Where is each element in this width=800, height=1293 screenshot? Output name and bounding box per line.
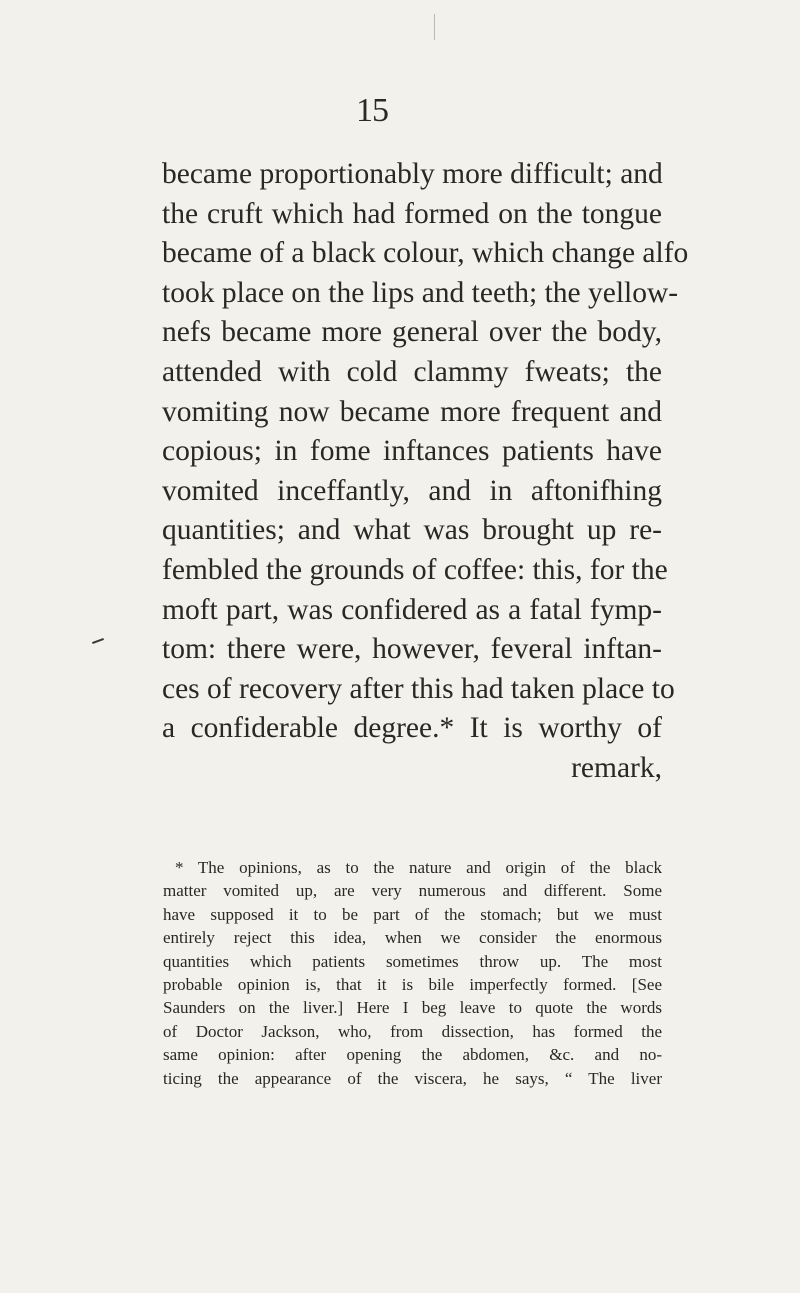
body-line: tom: there were, however, feveral inftan- <box>162 633 662 666</box>
margin-mark <box>92 638 104 644</box>
body-line: fembled the grounds of coffee: this, for the <box>162 553 668 586</box>
footnote-line: quantities which patients sometimes throw up. The most <box>163 951 662 971</box>
footnote-line: same opinion: after opening the abdomen, &c. and no- <box>163 1045 662 1065</box>
body-line: became of a black colour, which change alfo <box>162 237 689 270</box>
footnote-line: of Doctor Jackson, who, from dissection, has formed the <box>163 1021 662 1041</box>
footnote-line: matter vomited up, are very numerous and different. Some <box>163 881 662 901</box>
footnote-line: have supposed it to be part of the stomach; but we must <box>163 904 662 924</box>
body-line: ces of recovery after this had taken place to <box>162 672 675 705</box>
footnote <box>163 856 662 1090</box>
body-line: attended with cold clammy fweats; the <box>162 355 662 388</box>
body-line: nefs became more general over the body, <box>162 316 662 349</box>
body-line: took place on the lips and teeth; the yellow- <box>162 276 679 309</box>
footnote-line: * The opinions, as to the nature and origin of the black <box>175 858 662 877</box>
body-line: became proportionably more difficult; and <box>162 158 663 190</box>
page-number: 15 <box>356 92 388 129</box>
body-line: a confiderable degree.* It is worthy of <box>162 712 662 745</box>
footnote-line: Saunders on the liver.] Here I beg leave to quote the words <box>163 998 662 1018</box>
footnote-line: probable opinion is, that it is bile imperfectly formed. [See <box>163 974 662 994</box>
footnote-line: entirely reject this idea, when we consider the enormous <box>163 928 662 948</box>
footnote-line: ticing the appearance of the viscera, he says, “ The liver <box>163 1068 662 1088</box>
body-text <box>162 155 689 789</box>
body-line: moft part, was confidered as a fatal fymp- <box>162 593 662 626</box>
body-line: the cruft which had formed on the tongue <box>162 197 662 230</box>
scan-artifact <box>434 14 435 40</box>
catchword: remark, <box>571 751 662 784</box>
body-line: vomiting now became more frequent and <box>162 395 662 428</box>
body-line: vomited inceffantly, and in aftonifhing <box>162 474 662 507</box>
body-line: quantities; and what was brought up re- <box>162 514 662 547</box>
body-line: copious; in fome inftances patients have <box>162 435 662 468</box>
